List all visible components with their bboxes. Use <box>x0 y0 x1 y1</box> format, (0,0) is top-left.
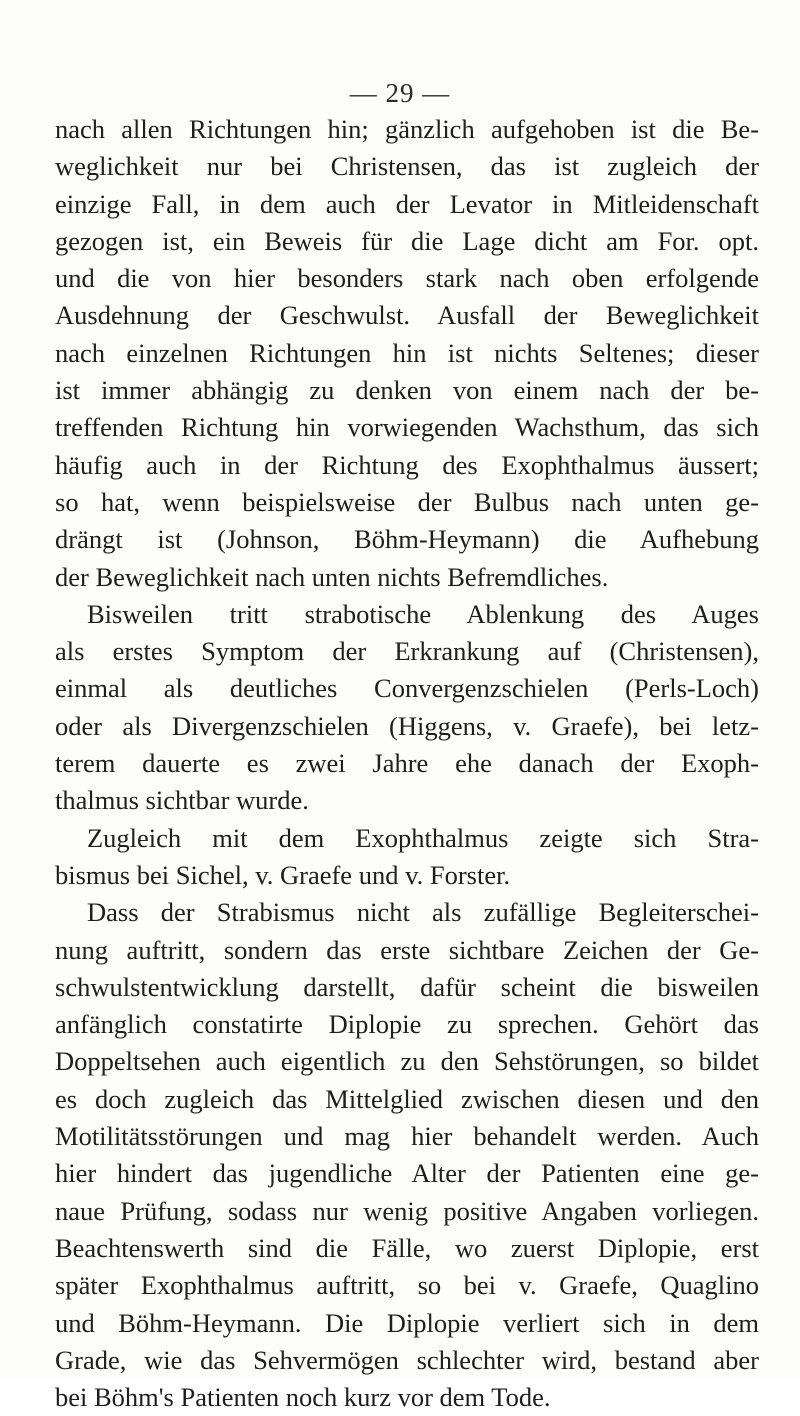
text-line: schwulstentwicklung darstellt, dafür scheint die bisweilen <box>55 971 759 1002</box>
text-line: Doppeltsehen auch eigentlich zu den Sehstörungen, so bildet <box>55 1046 759 1077</box>
text-line: nung auftritt, sondern das erste sichtbare Zeichen der Ge- <box>55 934 759 965</box>
text-line: einzige Fall, in dem auch der Levator in Mitleidenschaft <box>55 188 759 219</box>
paragraph-start-line: Bisweilen tritt strabotische Ablenkung des Auges <box>87 598 759 629</box>
text-line: nach einzelnen Richtungen hin ist nichts Seltenes; dieser <box>55 337 759 368</box>
text-line: hier hindert das jugendliche Alter der Patienten eine ge- <box>55 1158 759 1189</box>
text-line: als erstes Symptom der Erkrankung auf (Christensen), <box>55 636 759 667</box>
text-line: drängt ist (Johnson, Böhm-Heymann) die Aufhebung <box>55 524 759 555</box>
paragraph-start-line: Zugleich mit dem Exophthalmus zeigte sich Stra- <box>87 822 759 853</box>
text-line: thalmus sichtbar wurde. <box>55 785 309 816</box>
text-line: und die von hier besonders stark nach oben erfolgende <box>55 263 759 294</box>
text-line: Ausdehnung der Geschwulst. Ausfall der Beweglichkeit <box>55 300 759 331</box>
text-line: nach allen Richtungen hin; gänzlich aufgehoben ist die Be- <box>55 114 759 144</box>
text-line: später Exophthalmus auftritt, so bei v. Graefe, Quaglino <box>55 1270 759 1301</box>
text-line: einmal als deutliches Convergenzschielen (Perls-Loch) <box>55 673 759 704</box>
text-line: ist immer abhängig zu denken von einem nach der be- <box>55 375 759 406</box>
text-line: naue Prüfung, sodass nur wenig positive Angaben vorliegen. <box>55 1195 759 1226</box>
text-line: Beachtenswerth sind die Fälle, wo zuerst Diplopie, erst <box>55 1232 759 1263</box>
text-line: so hat, wenn beispielsweise der Bulbus nach unten ge- <box>55 486 759 517</box>
text-line: der Beweglichkeit nach unten nichts Befremdliches. <box>55 561 609 592</box>
text-line: es doch zugleich das Mittelglied zwischen diesen und den <box>55 1083 759 1114</box>
text-line: anfänglich constatirte Diplopie zu sprechen. Gehört das <box>55 1009 759 1040</box>
text-line: treffenden Richtung hin vorwiegenden Wachsthum, das sich <box>55 412 759 443</box>
text-line: Motilitätsstörungen und mag hier behandelt werden. Auch <box>55 1121 759 1152</box>
paragraph-start-line: Dass der Strabismus nicht als zufällige Begleiterschei- <box>87 897 759 928</box>
text-line: bismus bei Sichel, v. Graefe und v. Forster. <box>55 859 511 890</box>
text-line: bei Böhm's Patienten noch kurz vor dem Tode. <box>55 1382 551 1413</box>
text-line: gezogen ist, ein Beweis für die Lage dicht am For. opt. <box>55 225 759 256</box>
text-line: Grade, wie das Sehvermögen schlechter wird, bestand aber <box>55 1344 759 1375</box>
text-line: terem dauerte es zwei Jahre ehe danach der Exoph- <box>55 748 759 779</box>
text-line: weglichkeit nur bei Christensen, das ist zugleich der <box>55 151 759 182</box>
text-line: oder als Divergenzschielen (Higgens, v. Graefe), bei letz- <box>55 710 759 741</box>
body-text <box>55 111 759 1416</box>
page-number: — 29 — <box>349 78 451 108</box>
text-line: häufig auch in der Richtung des Exophthalmus äussert; <box>55 449 759 480</box>
text-line: und Böhm-Heymann. Die Diplopie verliert sich in dem <box>55 1307 759 1338</box>
